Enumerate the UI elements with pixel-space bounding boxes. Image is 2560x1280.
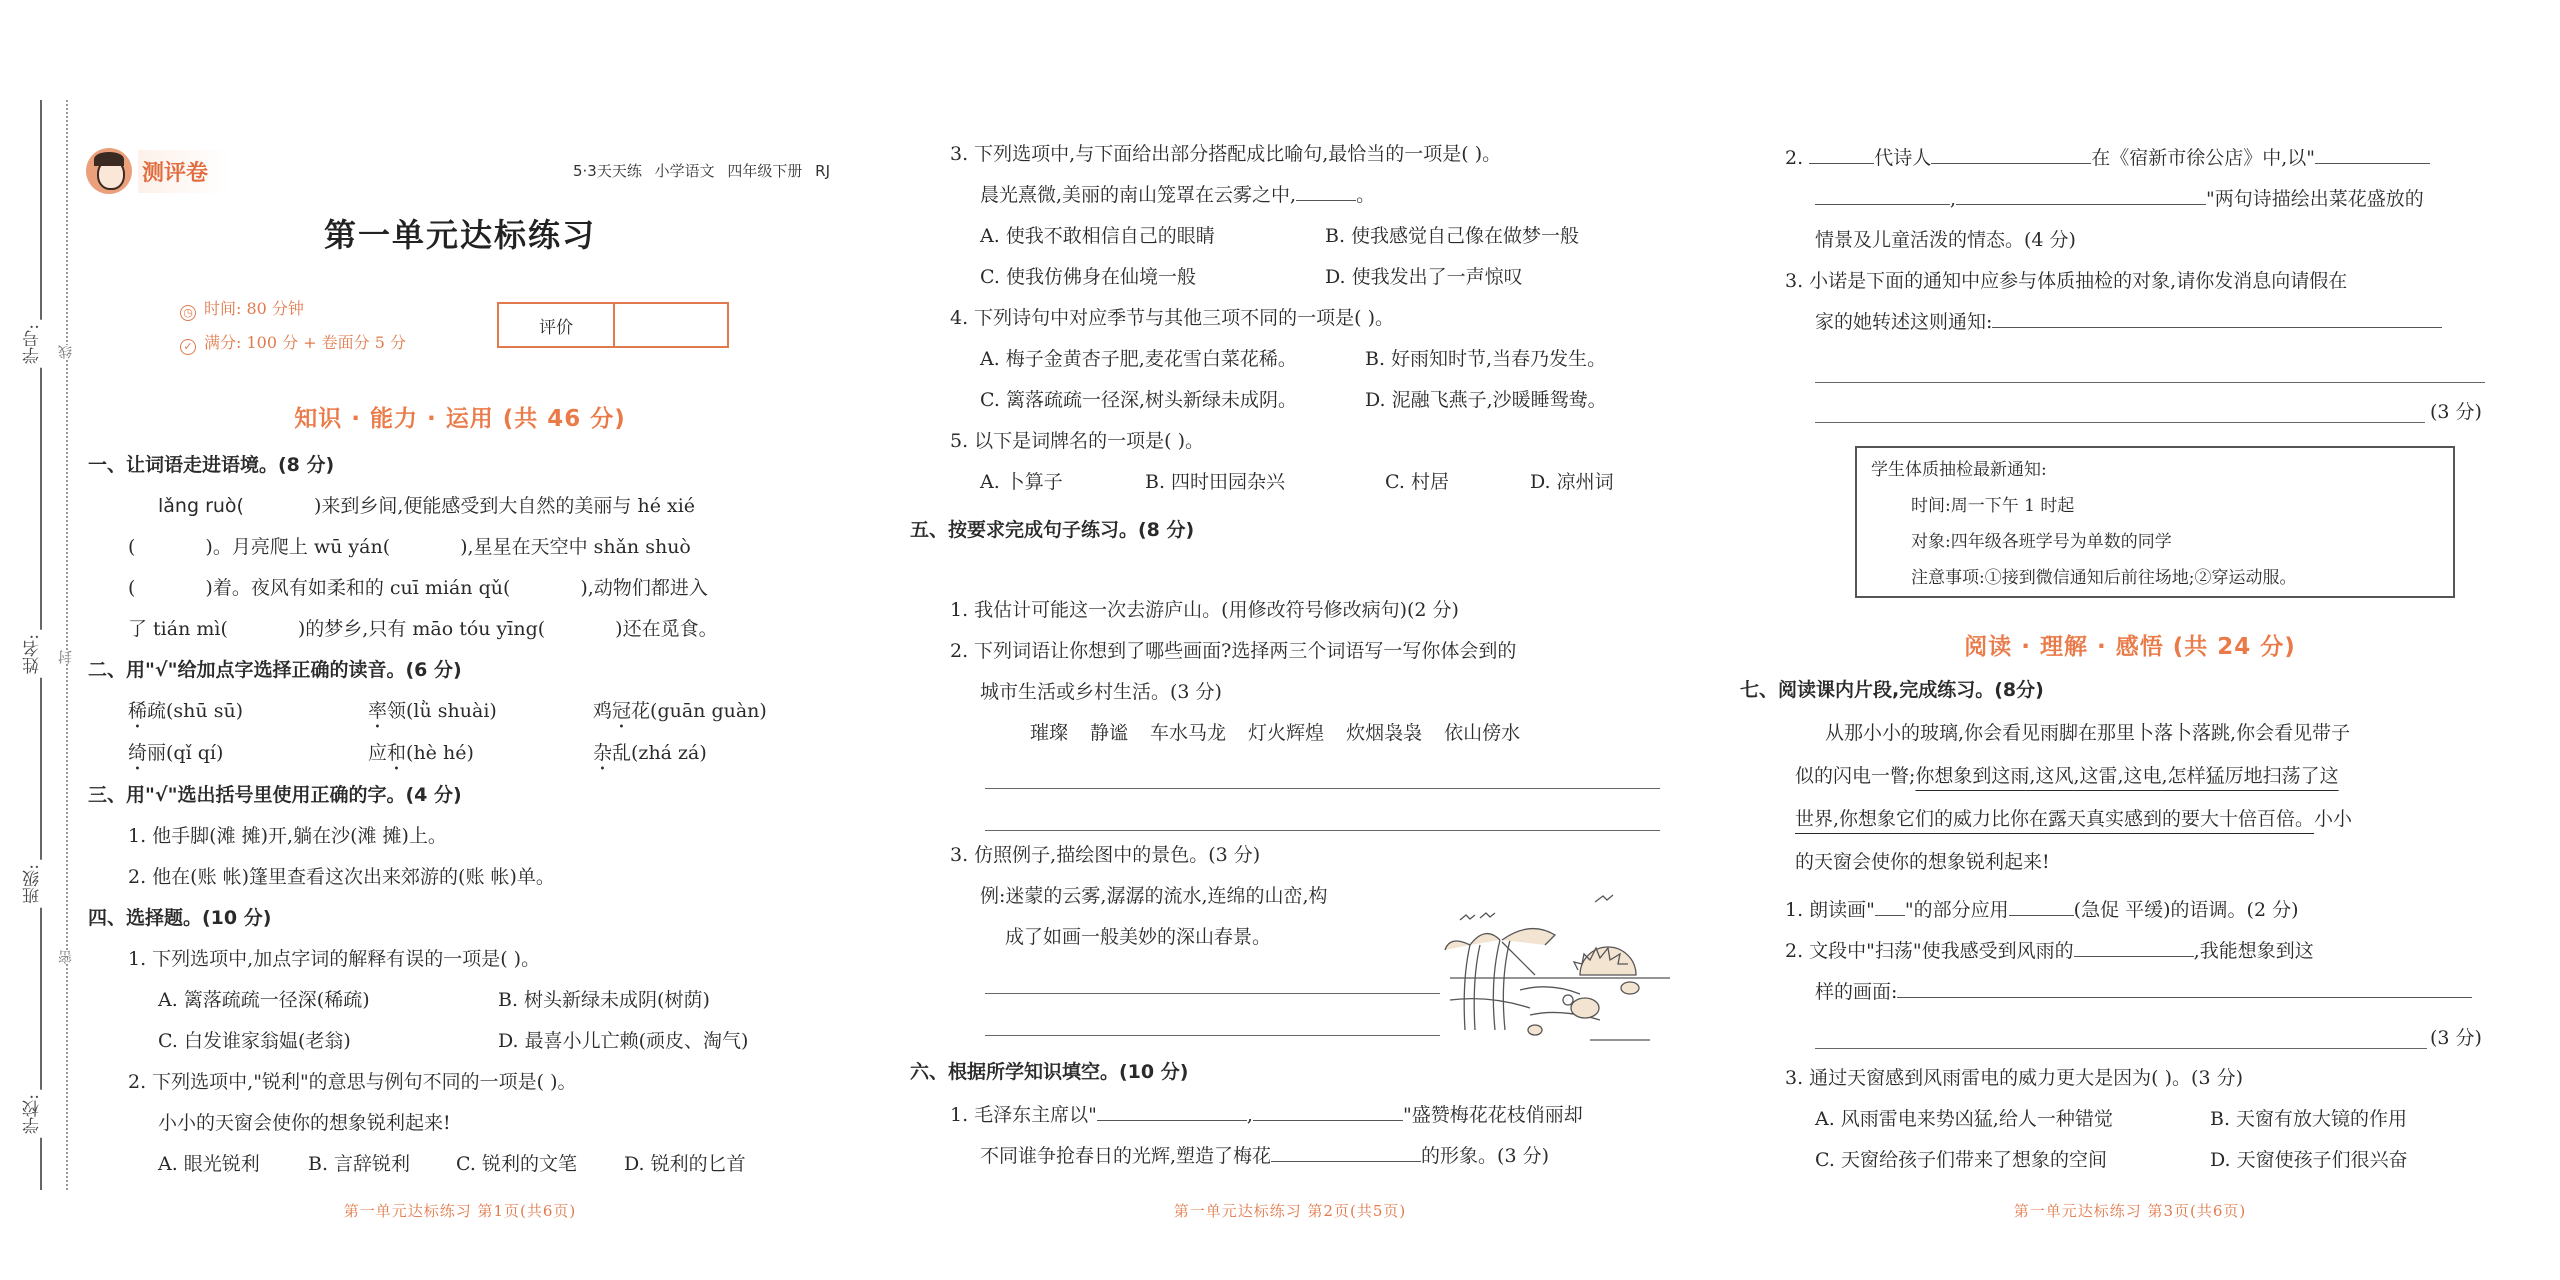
class-label: 班级: [20, 860, 45, 908]
section-5-heading: 五、按要求完成句子练习。(8 分) [910, 519, 1195, 541]
option-c: C. 村居 [1385, 471, 1449, 493]
section-band-reading: 阅读 · 理解 · 感悟 (共 24 分) [1964, 634, 2296, 660]
s7-q3-options-row-1 [1785, 1099, 2505, 1140]
s3-item-1: 1. 他手脚(滩 摊)开,躺在沙(滩 摊)上。 [128, 825, 447, 847]
passage-line-3: 世界,你想象它们的威力比你在露天真实感到的要大十倍百倍。小小 [1795, 808, 2353, 830]
answer-line[interactable] [1815, 422, 2425, 423]
option-b: B. 使我感觉自己像在做梦一般 [1325, 225, 1580, 247]
option-b: B. 树头新绿未成阴(树荫) [498, 989, 710, 1011]
s4-q3-stem: 晨光熹微,美丽的南山笼罩在云雾之中, 。 [950, 175, 1670, 216]
notice-target: 对象:四年级各班学号为单数的同学 [1911, 532, 2172, 552]
option-c: C. 篱落疏疏一径深,树头新绿未成阴。 [980, 389, 1297, 411]
option-d: D. 最喜小儿亡赖(顽皮、淘气) [498, 1030, 749, 1052]
s1-line-3: ( )着。夜风有如柔和的 cuī mián qǔ( ),动物们都进入 [128, 577, 708, 599]
s4-q1-options-row-2 [88, 1021, 848, 1062]
evaluation-box [497, 302, 729, 348]
s1-line-1: lǎng ruò( )来到乡间,便能感受到大自然的美丽与 hé xié [158, 495, 696, 517]
s4-q4-options-row-1 [950, 339, 1670, 380]
s5-q3-example-1: 例:迷蒙的云雾,潺潺的流水,连绵的山峦,构 [980, 885, 1328, 907]
s2-item: 杂乱(zhá zá) [593, 742, 707, 764]
s4-q5: 5. 以下是词牌名的一项是( )。 [950, 430, 1205, 452]
check-icon: ✓ [180, 339, 196, 355]
s5-q3-example-2: 成了如画一般美妙的深山春景。 [1005, 926, 1272, 948]
answer-line[interactable] [1815, 382, 2485, 383]
series-header: 5·3天天练 小学语文 四年级下册 RJ [572, 162, 830, 180]
s1-line-2: ( )。月亮爬上 wū yán( ),星星在天空中 shǎn shuò [128, 536, 691, 558]
option-d: D. 凉州词 [1530, 471, 1614, 493]
beach-scene-illustration [1440, 890, 1675, 1045]
option-c: C. 白发谁家翁媪(老翁) [158, 1030, 351, 1052]
s4-q3-options-row-2 [950, 257, 1670, 298]
word: 依山傍水 [1444, 722, 1521, 744]
s4-q4-options-row-2 [950, 380, 1670, 421]
s2-item: 率领(lǜ shuài) [368, 700, 497, 722]
s6-q1-line-1: 1. 毛泽东主席以" , "盛赞梅花花枝俏丽却 [950, 1095, 1670, 1136]
s5-q3-prompt: 3. 仿照例子,描绘图中的景色。(3 分) [950, 844, 1261, 866]
s2-item: 应和(hè hé) [368, 742, 474, 764]
section-3-heading: 三、用"√"选出括号里使用正确的字。(4 分) [88, 784, 462, 806]
s4-q4: 4. 下列诗句中对应季节与其他三项不同的一项是( )。 [950, 307, 1395, 329]
option-b: B. 天窗有放大镜的作用 [2210, 1108, 2408, 1130]
page-footer: 第一单元达标练习 第2页(共5页) [1173, 1202, 1407, 1220]
section-band-knowledge: 知识 · 能力 · 运用 (共 46 分) [294, 406, 626, 432]
s6-q3-line-1: 3. 小诺是下面的通知中应参与体质抽检的对象,请你发消息向请假在 [1785, 270, 2348, 292]
s1-line-4: 了 tián mì( )的梦乡,只有 māo tóu yīng( )还在觅食。 [128, 618, 718, 640]
exam-page-2 [900, 0, 1680, 1280]
s7-q1: 1. 朗读画" "的部分应用 (急促 平缓)的语调。(2 分) [1785, 890, 2505, 931]
s2-item: 稀疏(shū sū) [128, 700, 244, 722]
s7-q2-score: (3 分) [2430, 1027, 2482, 1049]
s5-q2-line-1: 2. 下列词语让你想到了哪些画面?选择两三个词语写一写你体会到的 [950, 640, 1517, 662]
s4-q1-options-row-1 [88, 980, 848, 1021]
s6-q3-score: (3 分) [2430, 401, 2482, 423]
s4-q5-options [950, 462, 1670, 503]
notice-box [1855, 446, 2455, 598]
word: 车水马龙 [1150, 722, 1227, 744]
notice-notes: 注意事项:①接到微信通知后前往场地;②穿运动服。 [1911, 568, 2297, 588]
evaluation-label: 评价 [499, 304, 615, 346]
s4-q1: 1. 下列选项中,加点字词的解释有误的一项是( )。 [128, 948, 541, 970]
student-name-label: 姓名: [20, 630, 45, 678]
s7-q2-line-2: 样的画面: [1785, 972, 2505, 1013]
underlined-text: 你想象到这雨,这风,这雷,这电,怎样猛厉地扫荡了这 [1915, 765, 2339, 787]
option-a: A. 梅子金黄杏子肥,麦花雪白菜花稀。 [980, 348, 1297, 370]
cut-mark-line: 线 [58, 345, 74, 359]
option-d: D. 泥融飞燕子,沙暖睡鸳鸯。 [1365, 389, 1607, 411]
section-7-questions [1785, 890, 2505, 1013]
s4-q2-options [88, 1144, 848, 1185]
s2-item: 绮丽(qǐ qí) [128, 742, 224, 764]
s6-q2-line-3: 情景及儿童活泼的情态。(4 分) [1815, 229, 2076, 251]
s2-row-1 [88, 691, 848, 733]
word: 璀璨 [1030, 722, 1069, 744]
option-b: B. 四时田园杂兴 [1145, 471, 1286, 493]
option-a: A. 风雨雷电来势凶猛,给人一种错觉 [1815, 1108, 2113, 1130]
page-footer: 第一单元达标练习 第3页(共6页) [2013, 1202, 2247, 1220]
page-title: 第一单元达标练习 [323, 216, 596, 254]
option-a: A. 篱落疏疏一径深(稀疏) [158, 989, 370, 1011]
s7-q3-options-row-2 [1785, 1140, 2505, 1181]
reading-passage [1795, 712, 2505, 884]
notice-title: 学生体质抽检最新通知: [1871, 460, 2047, 480]
s7-q2-line-1: 2. 文段中"扫荡"使我感受到风雨的 ,我能想象到这 [1785, 931, 2505, 972]
s5-word-bank [950, 713, 1670, 754]
page-footer: 第一单元达标练习 第1页(共6页) [343, 1202, 577, 1220]
option-d: D. 锐利的匕首 [624, 1153, 746, 1175]
school-label: 学校: [20, 1090, 45, 1138]
student-id-label: 学号: [20, 320, 45, 368]
section-6 [950, 1095, 1670, 1177]
cut-mark-seal: 封 [58, 650, 74, 664]
s6-q2-line-1: 2. 代诗人 在《宿新市徐公店》中,以" [1785, 138, 2505, 179]
answer-line[interactable] [985, 1035, 1440, 1036]
cut-mark-secret: 密 [58, 950, 74, 964]
section-4-heading: 四、选择题。(10 分) [88, 907, 272, 929]
passage-line-2: 似的闪电一瞥;你想象到这雨,这风,这雷,这电,怎样猛厉地扫荡了这 [1795, 765, 2339, 787]
word: 灯火辉煌 [1248, 722, 1325, 744]
logo-text: 测评卷 [138, 150, 230, 193]
section-1-heading: 一、让词语走进语境。(8 分) [88, 454, 335, 476]
exam-page-1 [0, 0, 880, 1280]
passage-line-1: 从那小小的玻璃,你会看见雨脚在那里卜落卜落跳,你会看见带子 [1825, 722, 2351, 744]
s3-item-2: 2. 他在(账 帐)篷里查看这次出来郊游的(账 帐)单。 [128, 866, 555, 888]
option-d: D. 使我发出了一声惊叹 [1325, 266, 1523, 288]
section-2-heading: 二、用"√"给加点字选择正确的读音。(6 分) [88, 659, 462, 681]
section-4-continued [950, 134, 1670, 503]
s7-q3 [1785, 1058, 2505, 1181]
section-7-heading: 七、阅读课内片段,完成练习。(8分) [1740, 679, 2044, 701]
clock-icon: ◷ [180, 305, 196, 321]
option-a: A. 卜算子 [980, 471, 1063, 493]
s6-q3-line-2: 家的她转述这则通知: [1785, 302, 2505, 343]
exam-score: 满分: 100 分 + 卷面分 5 分 [204, 333, 407, 352]
option-b: B. 言辞锐利 [308, 1153, 411, 1175]
s2-row-2 [88, 733, 848, 775]
exam-time: 时间: 80 分钟 [204, 299, 304, 318]
s2-item: 鸡冠花(guān guàn) [593, 700, 767, 722]
s5-q1: 1. 我估计可能这一次去游庐山。(用修改符号修改病句)(2 分) [950, 599, 1459, 621]
s4-q2: 2. 下列选项中,"锐利"的意思与例句不同的一项是( )。 [128, 1071, 577, 1093]
section-6-continued [1785, 138, 2505, 343]
logo [86, 146, 230, 196]
exam-page-3 [1740, 0, 2520, 1280]
word: 炊烟袅袅 [1346, 722, 1423, 744]
answer-line[interactable] [985, 830, 1660, 831]
option-d: D. 天窗使孩子们很兴奋 [2210, 1149, 2408, 1171]
section-6-heading: 六、根据所学知识填空。(10 分) [910, 1061, 1189, 1083]
evaluation-field[interactable] [615, 304, 727, 346]
option-a: A. 眼光锐利 [158, 1153, 260, 1175]
section-5 [950, 590, 1670, 754]
option-b: B. 好雨知时节,当春乃发生。 [1365, 348, 1607, 370]
s4-q2-example: 小小的天窗会使你的想象锐利起来! [158, 1112, 451, 1134]
section-1 [88, 445, 848, 1185]
option-a: A. 使我不敢相信自己的眼睛 [980, 225, 1215, 247]
option-c: C. 天窗给孩子们带来了想象的空间 [1815, 1149, 2107, 1171]
s4-q3-options-row-1 [950, 216, 1670, 257]
binding-cut-line [66, 100, 68, 1190]
s7-q3-prompt: 3. 通过天窗感到风雨雷电的威力更大是因为( )。(3 分) [1785, 1067, 2243, 1089]
underlined-text: 世界,你想象它们的威力比你在露天真实感到的要大十倍百倍。 [1795, 808, 2315, 830]
passage-line-4: 的天窗会使你的想象锐利起来! [1795, 851, 2050, 873]
s4-q3: 3. 下列选项中,与下面给出部分搭配成比喻句,最恰当的一项是( )。 [950, 143, 1502, 165]
answer-line[interactable] [1815, 1048, 2427, 1049]
binding-margin [0, 100, 80, 1190]
mascot-icon [86, 148, 132, 194]
option-c: C. 锐利的文笔 [456, 1153, 577, 1175]
s5-q2-line-2: 城市生活或乡村生活。(3 分) [980, 681, 1222, 703]
s6-q2-line-2: , "两句诗描绘出菜花盛放的 [1785, 179, 2505, 220]
notice-time: 时间:周一下午 1 时起 [1911, 496, 2075, 516]
option-c: C. 使我仿佛身在仙境一般 [980, 266, 1196, 288]
answer-line[interactable] [985, 993, 1440, 994]
s6-q1-line-2: 不同谁争抢春日的光辉,塑造了梅花 的形象。(3 分) [950, 1136, 1670, 1177]
word: 静谧 [1090, 722, 1129, 744]
exam-meta [180, 292, 406, 360]
answer-line[interactable] [985, 788, 1660, 789]
